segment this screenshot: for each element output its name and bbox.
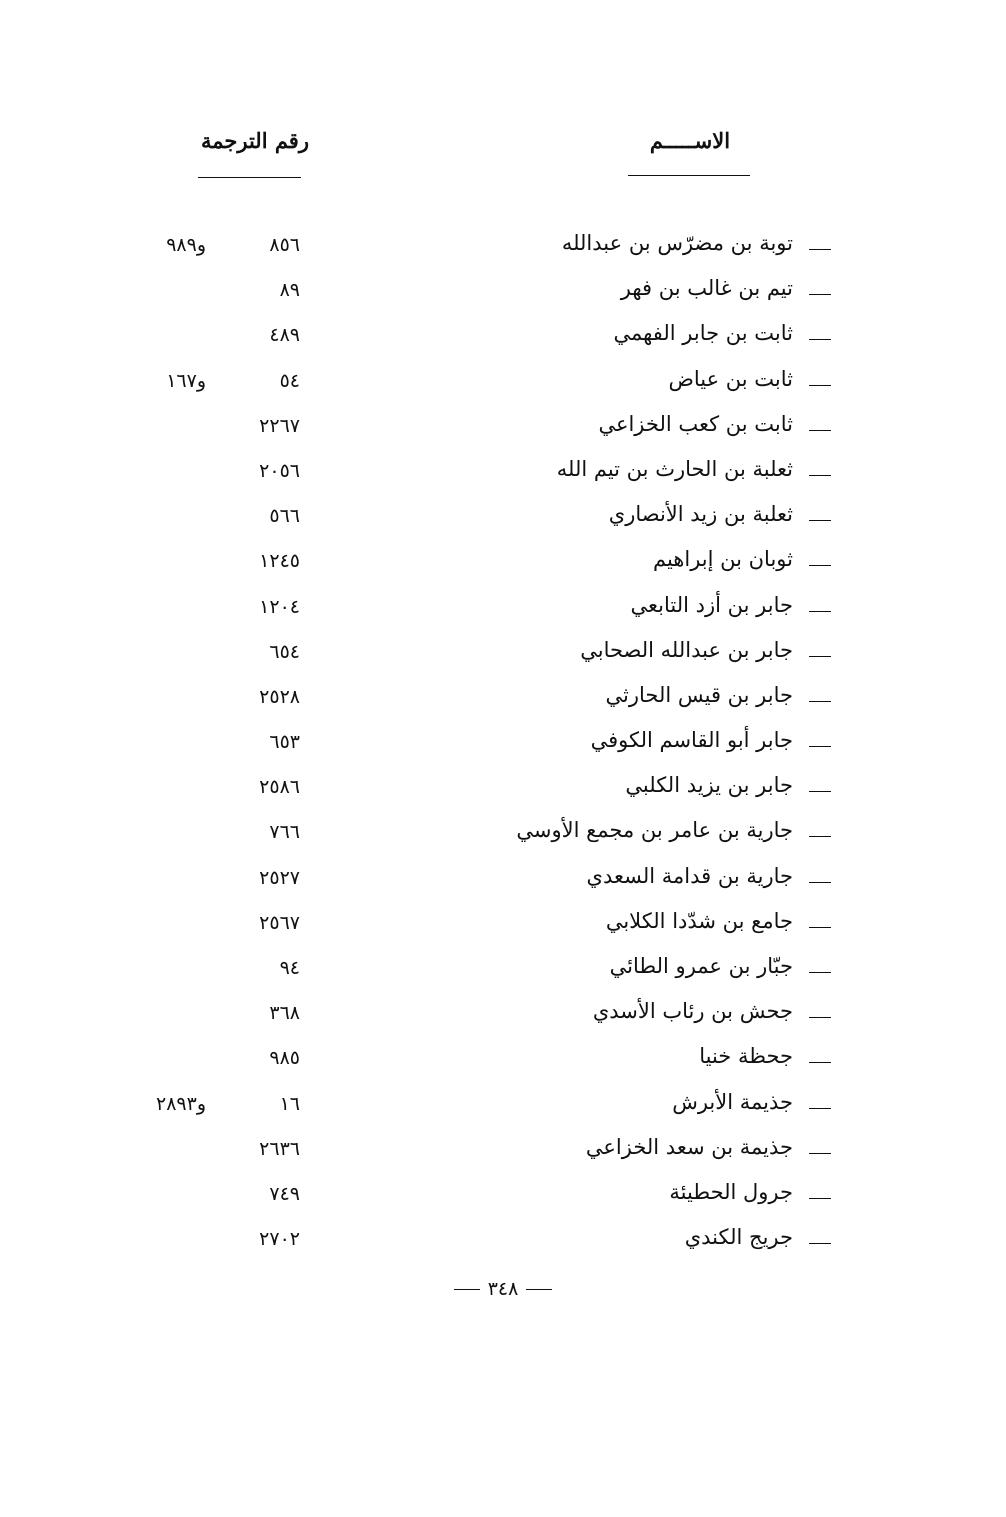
entry-number: ٥٦٦ [269,505,300,528]
entry-row [0,1129,1006,1174]
entry-name: جابر بن أزد التابعي [630,592,793,617]
entry-dash [809,1198,831,1199]
entry-row [0,451,1006,496]
entry-extra-number: و٢٨٩٣ [155,1092,206,1115]
entry-row [0,1038,1006,1083]
entry-number: ٢٧٠٢ [259,1228,300,1251]
entry-name: جابر بن يزيد الكلبي [625,773,793,798]
entry-row [0,1219,1006,1264]
entry-number: ٩٨٥ [269,1047,300,1070]
entry-row [0,632,1006,677]
number-header-underline [198,177,301,178]
entry-name: ثابت بن جابر الفهمي [613,321,793,346]
entry-number: ٧٤٩ [269,1182,300,1205]
entry-dash [809,294,831,295]
entry-name: جامع بن شدّدا الكلابي [605,908,793,933]
entry-number: ٧٦٦ [269,821,300,844]
entry-name: جارية بن قدامة السعدي [586,863,793,888]
entry-number: ١٢٤٥ [259,550,300,573]
page-number: ٣٤٨ [487,1278,519,1300]
entry-dash [809,430,831,431]
entry-dash [809,611,831,612]
entry-dash [809,385,831,386]
entry-dash [809,836,831,837]
entry-dash [809,1108,831,1109]
page-footer [0,1278,1006,1300]
entry-number: ٢٥٢٧ [259,866,300,889]
entry-row [0,406,1006,451]
entry-name: جارية بن عامر بن مجمع الأوسي [516,818,793,843]
entry-row [0,722,1006,767]
entry-row [0,858,1006,903]
number-column-header: رقم الترجمة [200,128,309,153]
entry-dash [809,791,831,792]
entry-name: جابر أبو القاسم الكوفي [590,728,793,753]
entry-dash [809,1243,831,1244]
entry-number: ٢٠٥٦ [259,459,300,482]
entry-dash [809,927,831,928]
entry-number: ٤٨٩ [269,324,300,347]
name-column-header: الاســـــم [649,128,731,153]
entry-number: ٢٥٦٧ [259,911,300,934]
entry-name: جابر بن عبدالله الصحابي [580,637,793,662]
entry-row [0,587,1006,632]
name-header-underline [628,175,750,176]
entry-row [0,993,1006,1038]
entry-name: جبّار بن عمرو الطائي [609,954,793,978]
entry-number: ٦٥٤ [269,640,300,663]
entry-number: ٥٤ [279,369,300,392]
entry-dash [809,475,831,476]
entry-name: تيم بن غالب بن فهر [620,276,793,301]
entry-number: ٢٦٣٦ [259,1137,300,1160]
entry-row [0,315,1006,360]
entry-row [0,270,1006,315]
entry-number: ٢٥٢٨ [259,685,300,708]
entry-dash [809,1017,831,1018]
entry-dash [809,1153,831,1154]
entry-name: جذيمة الأبرش [672,1089,793,1114]
entry-extra-number: و٩٨٩ [166,234,206,256]
entry-row [0,903,1006,948]
entry-name: توبة بن مضرّس بن عبدالله [561,231,793,255]
entry-extra-number: و١٦٧ [166,369,206,392]
entry-dash [809,1062,831,1063]
entry-number: ٨٥٦ [269,234,300,256]
entry-name: جرول الحطيئة [669,1179,793,1204]
entry-name: ثعلبة بن الحارث بن تيم الله [556,456,793,481]
entry-number: ٦٥٣ [269,731,300,754]
entry-row [0,948,1006,993]
entry-name: ثوبان بن إبراهيم [652,547,793,572]
entries-list [0,225,1006,1264]
entry-name: ثابت بن كعب الخزاعي [598,411,793,436]
entry-number: ٢٢٦٧ [259,414,300,437]
entry-row [0,812,1006,857]
entry-number: ٢٥٨٦ [259,776,300,799]
entry-dash [809,520,831,521]
footer-dash-right [526,1289,552,1290]
entry-dash [809,701,831,702]
footer-dash-left [454,1289,480,1290]
entry-name: جريج الكندي [684,1225,793,1250]
entry-dash [809,972,831,973]
entry-dash [809,565,831,566]
entry-row [0,541,1006,586]
entry-number: ٩٤ [279,957,300,979]
entry-row [0,1084,1006,1129]
entry-dash [809,339,831,340]
entry-name: جابر بن قيس الحارثي [605,682,793,707]
entry-name: ثابت بن عياض [668,366,793,391]
entry-name: ثعلبة بن زيد الأنصاري [608,502,793,527]
entry-row [0,225,1006,270]
entry-dash [809,656,831,657]
entry-row [0,1174,1006,1219]
entry-dash [809,882,831,883]
entry-number: ٣٦٨ [269,1002,300,1025]
entry-row [0,496,1006,541]
entry-dash [809,746,831,747]
entry-number: ٨٩ [279,279,300,302]
entry-name: جحظة خنيا [699,1044,793,1069]
entry-name: جذيمة بن سعد الخزاعي [585,1134,793,1159]
entry-number: ١٦ [279,1092,300,1115]
entry-row [0,767,1006,812]
entry-row [0,361,1006,406]
entry-row [0,677,1006,722]
entry-name: جحش بن رئاب الأسدي [592,999,793,1024]
entry-number: ١٢٠٤ [259,595,300,618]
entry-dash [809,249,831,250]
